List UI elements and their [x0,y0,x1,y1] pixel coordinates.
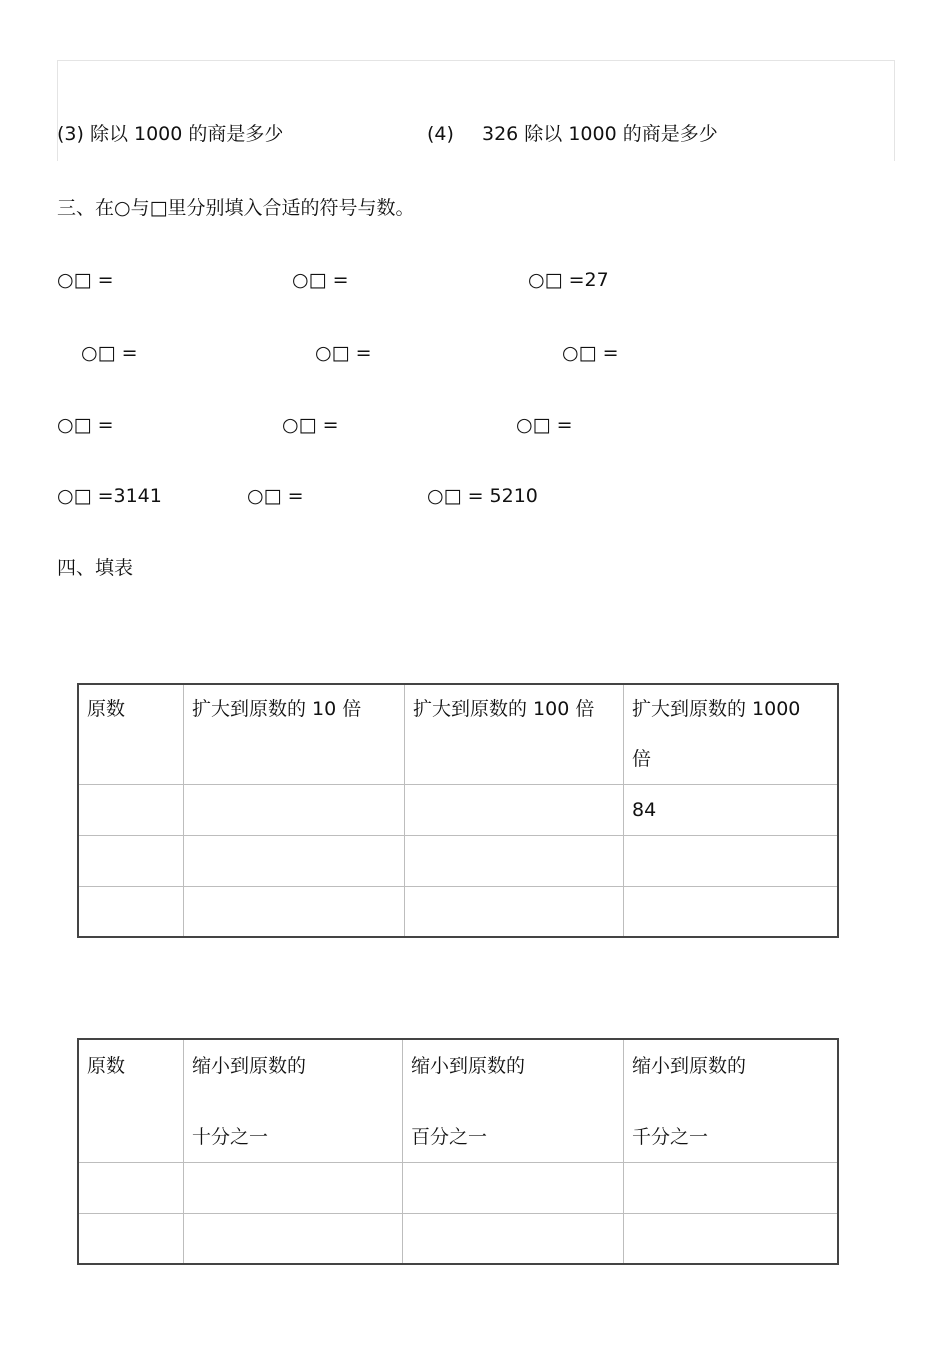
fill-blank-r1c2: ○□ = [292,269,349,291]
fill-blank-r3c1: ○□ = [57,414,114,436]
question-3: (3) 除以 1000 的商是多少 [57,123,284,145]
table2-header-original: 原数 [78,1039,184,1162]
table2-cell[interactable] [78,1213,184,1264]
fill-blank-r1c3: ○□ =27 [528,269,609,291]
table2-cell[interactable] [403,1213,624,1264]
table1-cell[interactable] [78,886,184,937]
table1-cell[interactable] [405,835,624,886]
table-row [78,835,838,886]
table2-cell[interactable] [624,1213,839,1264]
table1-cell[interactable] [184,784,405,835]
fill-blank-r3c2: ○□ = [282,414,339,436]
table-row [78,784,838,835]
fill-blank-r4c3: ○□ = 5210 [427,485,538,507]
table2-cell[interactable] [184,1213,403,1264]
table-row [78,1162,838,1213]
question-4-text: 326 除以 1000 的商是多少 [482,123,718,145]
table2-cell[interactable] [624,1162,839,1213]
table1-cell[interactable] [78,784,184,835]
section-4-title: 四、填表 [57,557,134,579]
question-4-number: (4) [427,123,454,145]
table2-cell[interactable] [403,1162,624,1213]
table1-header-10x: 扩大到原数的 10 倍 [184,684,405,784]
table1-cell[interactable] [405,784,624,835]
table2-header-thousandth: 缩小到原数的 千分之一 [624,1039,839,1162]
table1-cell[interactable] [78,835,184,886]
table1-header-original: 原数 [78,684,184,784]
table2-cell[interactable] [184,1162,403,1213]
table-row [78,886,838,937]
section-3-title: 三、在○与□里分别填入合适的符号与数。 [57,197,415,219]
fill-blank-r1c1: ○□ = [57,269,114,291]
table1-cell[interactable] [184,835,405,886]
fill-blank-r2c3: ○□ = [562,342,619,364]
table1-cell[interactable]: 84 [624,784,839,835]
fill-blank-r4c1: ○□ =3141 [57,485,162,507]
fill-blank-r3c3: ○□ = [516,414,573,436]
fill-blank-r4c2: ○□ = [247,485,304,507]
table-row [78,1213,838,1264]
table1-cell[interactable] [184,886,405,937]
table2-cell[interactable] [78,1162,184,1213]
table1-header-1000x: 扩大到原数的 1000 倍 [624,684,839,784]
table1-cell[interactable] [624,835,839,886]
table1-cell[interactable] [624,886,839,937]
table1-header-100x: 扩大到原数的 100 倍 [405,684,624,784]
table2-header-hundredth: 缩小到原数的 百分之一 [403,1039,624,1162]
enlarge-table [77,683,839,938]
fill-blank-r2c1: ○□ = [81,342,138,364]
table2-header-tenth: 缩小到原数的 十分之一 [184,1039,403,1162]
table1-cell[interactable] [405,886,624,937]
fill-blank-r2c2: ○□ = [315,342,372,364]
shrink-table [77,1038,839,1265]
